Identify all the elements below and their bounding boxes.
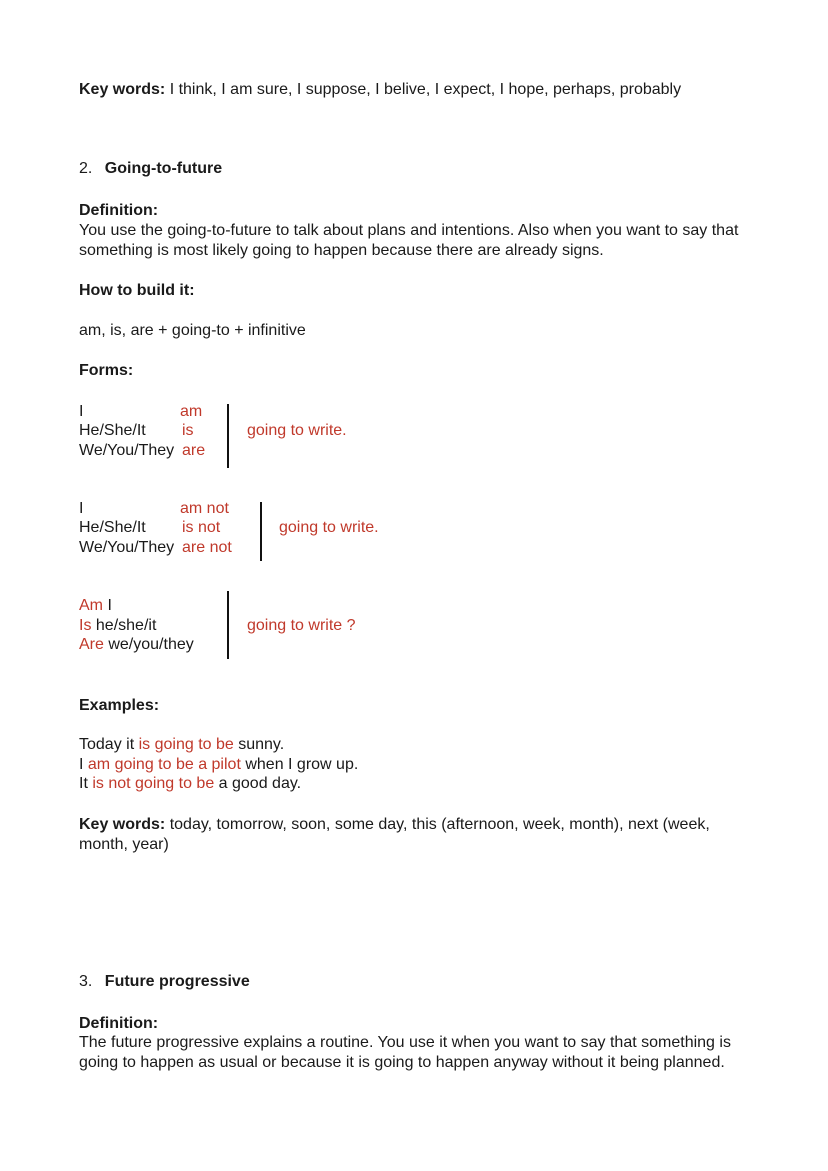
section2-build-label: How to build it: <box>79 282 195 299</box>
question-verb: Are <box>79 636 104 653</box>
negative-complement: going to write. <box>279 519 379 536</box>
section2-definition-label: Definition: <box>79 202 159 219</box>
section2-definition-text: You use the going-to-future to talk about plans and intentions. Also when you want to say that something is most likely going to happen because there are already signs. <box>79 222 739 259</box>
question-verb: Is <box>79 617 92 634</box>
positive-verb: am <box>180 403 203 420</box>
section2-examples-label: Examples: <box>79 697 160 714</box>
question-subject: he/she/it <box>91 617 157 634</box>
positive-complement: going to write. <box>247 422 347 439</box>
section3-heading <box>79 972 250 992</box>
top-keywords-text: I think, I am sure, I suppose, I belive, I expect, I hope, perhaps, probably <box>165 81 682 98</box>
section2-keywords <box>79 815 759 854</box>
section3-number: 3. <box>79 973 93 990</box>
section2-number: 2. <box>79 160 93 177</box>
example-text: I <box>79 756 88 773</box>
question-line <box>79 616 156 636</box>
section3-definition-label: Definition: <box>79 1015 159 1032</box>
positive-subject: We/You/They <box>79 442 175 459</box>
question-verb: Am <box>79 597 103 614</box>
negative-verb: is not <box>182 519 221 536</box>
negative-verb: am not <box>180 500 229 517</box>
negative-subject: We/You/They <box>79 539 175 556</box>
example-text: It <box>79 775 93 792</box>
section3-definition-text: The future progressive explains a routine. You use it when you want to say that something is going to happen as usual or because it is going to happen anyway without it being planned. <box>79 1034 731 1071</box>
positive-verb: are <box>182 442 206 459</box>
example-line <box>79 735 284 755</box>
section2-keywords-label: Key words: <box>79 816 166 833</box>
negative-subject: He/She/It <box>79 519 146 536</box>
example-text: Today it <box>79 736 139 753</box>
question-subject: I <box>103 597 112 614</box>
question-divider <box>227 591 229 659</box>
example-line <box>79 774 301 794</box>
question-line <box>79 635 194 655</box>
example-highlight: is not going to be <box>92 775 215 792</box>
example-text: a good day. <box>214 775 302 792</box>
example-text: when I grow up. <box>240 756 359 773</box>
section2-title: Going-to-future <box>104 160 223 177</box>
top-keywords-line <box>79 80 681 100</box>
negative-verb: are not <box>182 539 232 556</box>
section2-heading <box>79 159 222 179</box>
section2-build-formula: am, is, are + going-to + infinitive <box>79 322 306 339</box>
question-line <box>79 596 112 616</box>
positive-verb: is <box>182 422 194 439</box>
positive-subject: I <box>79 403 84 420</box>
question-complement: going to write ? <box>247 617 356 634</box>
example-text: sunny. <box>233 736 285 753</box>
section2-keywords-text: today, tomorrow, soon, some day, this (afternoon, week, month), next (week, month, year) <box>79 816 710 853</box>
section2-forms-label: Forms: <box>79 362 134 379</box>
positive-divider <box>227 404 229 468</box>
section3-title: Future progressive <box>104 973 250 990</box>
example-line <box>79 755 358 775</box>
negative-subject: I <box>79 500 84 517</box>
example-highlight: is going to be <box>138 736 234 753</box>
negative-divider <box>260 502 262 561</box>
question-subject: we/you/they <box>103 636 194 653</box>
top-keywords-label: Key words: <box>79 81 166 98</box>
positive-subject: He/She/It <box>79 422 146 439</box>
example-highlight: am going to be a pilot <box>87 756 241 773</box>
